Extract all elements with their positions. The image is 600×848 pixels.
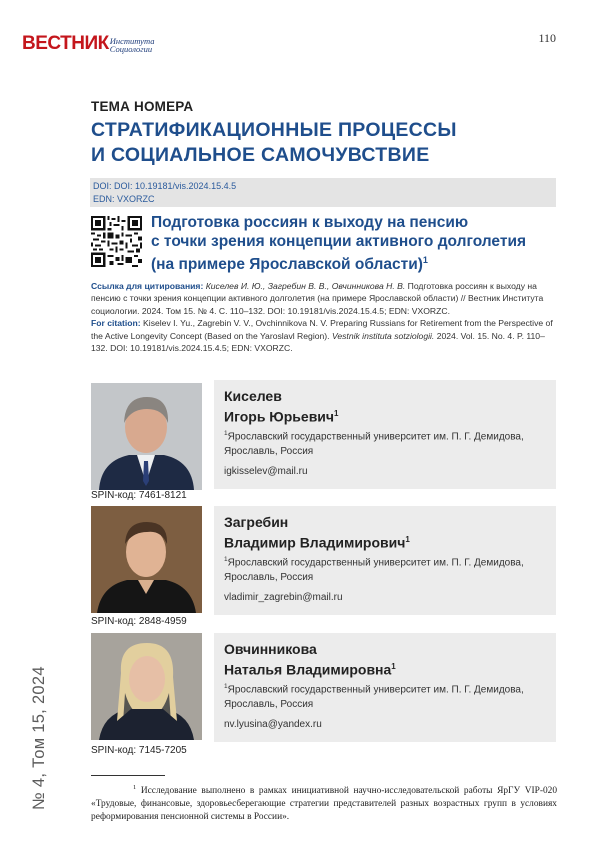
author-surname: Киселев	[224, 388, 282, 404]
author-given-name	[224, 658, 396, 679]
author-card	[214, 633, 556, 742]
edn-code: EDN: VXORZC	[93, 194, 155, 204]
citation-en-text-2: 2024. Vol. 15. No. 4. P. 110–132. DOI: 10.19181/vis.2024.15.4.5; EDN: VXORZC.	[91, 330, 545, 354]
qr-code-icon	[91, 216, 142, 267]
footnote	[91, 781, 557, 824]
affiliation-mark: 1	[224, 430, 228, 437]
affiliation-mark: 1	[391, 662, 396, 671]
page-number: 110	[538, 31, 556, 45]
affiliation-text: Ярославский государственный университет им. П. Г. Демидова, Ярославль, Россия	[224, 557, 524, 584]
author-affiliation	[224, 552, 554, 585]
issue-title-line2: И СОЦИАЛЬНОЕ САМОЧУВСТВИЕ	[91, 144, 430, 166]
affiliation-text: Ярославский государственный университет им. П. Г. Демидова, Ярославль, Россия	[224, 431, 524, 458]
author-surname: Загребин	[224, 514, 289, 530]
affiliation-mark: 1	[224, 556, 228, 563]
citation-en	[91, 317, 556, 354]
citation-ru-label: Ссылка для цитирования:	[91, 281, 204, 291]
author-given-text: Наталья Владимировна	[224, 661, 392, 678]
author-photo	[91, 633, 202, 740]
author-name	[224, 388, 338, 426]
article-title-line3	[151, 251, 551, 274]
doi-edn	[93, 180, 236, 206]
author-given-text: Владимир Владимирович	[224, 534, 406, 551]
citation-en-text-1: Kiselev I. Yu., Zagrebin V. V., Ovchinnikova N. V. Preparing Russians for Retirement from the Perspective of the Active Longevity Concept (Based on the Yaroslavl Region).	[91, 318, 553, 341]
logo-sub-line2: Социологии	[109, 44, 153, 54]
author-affiliation	[224, 679, 554, 712]
author-photo	[91, 383, 202, 490]
spin-code: SPIN-код: 7461-8121	[91, 490, 187, 501]
doi-link[interactable]: DOI: DOI: 10.19181/vis.2024.15.4.5	[93, 181, 237, 191]
citation-en-label: For citation:	[91, 318, 141, 329]
article-title-line2: с точки зрения концепции активного долголетия	[151, 233, 527, 250]
article-title-line3-text: (на примере Ярославской области)	[151, 256, 423, 274]
article-title	[151, 213, 551, 274]
author-given-name	[224, 405, 338, 426]
logo-sub-line1: Института	[109, 36, 155, 46]
affiliation-mark: 1	[405, 535, 410, 544]
author-name	[224, 641, 396, 679]
author-affiliation	[224, 426, 554, 459]
citation-ru-text: Подготовка россиян к выходу на пенсию с точки зрения концепции активного долголетия (на примере Ярославской области) // Вестник Института социологии. 2024. Том 15. № 4. С. 110–132. DOI: 10.19181/vis.2024.15.4.5; EDN: VXORZC.	[91, 281, 544, 316]
vertical-issue-label: № 4, Том 15, 2024	[30, 666, 48, 810]
spin-code: SPIN-код: 2848-4959	[91, 616, 187, 627]
author-email[interactable]: vladimir_zagrebin@mail.ru	[224, 592, 343, 603]
author-email[interactable]: nv.lyusina@yandex.ru	[224, 719, 322, 730]
affiliation-text: Ярославский государственный университет им. П. Г. Демидова, Ярославль, Россия	[224, 684, 524, 711]
citation-ru-authors: Киселев И. Ю., Загребин В. В., Овчинникова Н. В.	[205, 281, 406, 291]
footnote-text: Исследование выполнено в рамках инициативной научно-исследовательской работы ЯрГУ VIP-020 «Трудовые, финансовые, здоровьесберегающие стратегии представителей разных возрастных групп в условиях реформирования пенсионной системы в России».	[91, 786, 558, 823]
article-title-footnote-mark: 1	[422, 255, 428, 265]
article-title-line1: Подготовка россиян к выходу на пенсию	[151, 214, 469, 231]
section-label: ТЕМА НОМЕРА	[91, 99, 194, 114]
author-given-text: Игорь Юрьевич	[224, 408, 335, 425]
author-surname: Овчинникова	[224, 641, 317, 657]
spin-code: SPIN-код: 7145-7205	[91, 745, 187, 756]
footnote-divider	[91, 775, 165, 776]
journal-logo	[22, 30, 154, 54]
citation-ru	[91, 280, 556, 317]
author-given-name	[224, 531, 410, 552]
logo-sub-text	[110, 37, 155, 53]
issue-theme-title	[91, 118, 511, 168]
issue-title-line1: СТРАТИФИКАЦИОННЫЕ ПРОЦЕССЫ	[91, 119, 457, 141]
citation-block	[91, 280, 556, 354]
affiliation-mark: 1	[224, 683, 228, 690]
author-photo	[91, 506, 202, 613]
logo-main-text: ВЕСТНИК	[22, 33, 109, 54]
citation-en-journal: Vestnik instituta sotziologii.	[331, 330, 435, 341]
affiliation-mark: 1	[334, 409, 339, 418]
author-name	[224, 514, 410, 552]
footnote-body	[91, 781, 557, 824]
author-card	[214, 380, 556, 489]
author-email[interactable]: igkisselev@mail.ru	[224, 466, 308, 477]
footnote-mark: 1	[133, 784, 137, 791]
author-card	[214, 506, 556, 615]
